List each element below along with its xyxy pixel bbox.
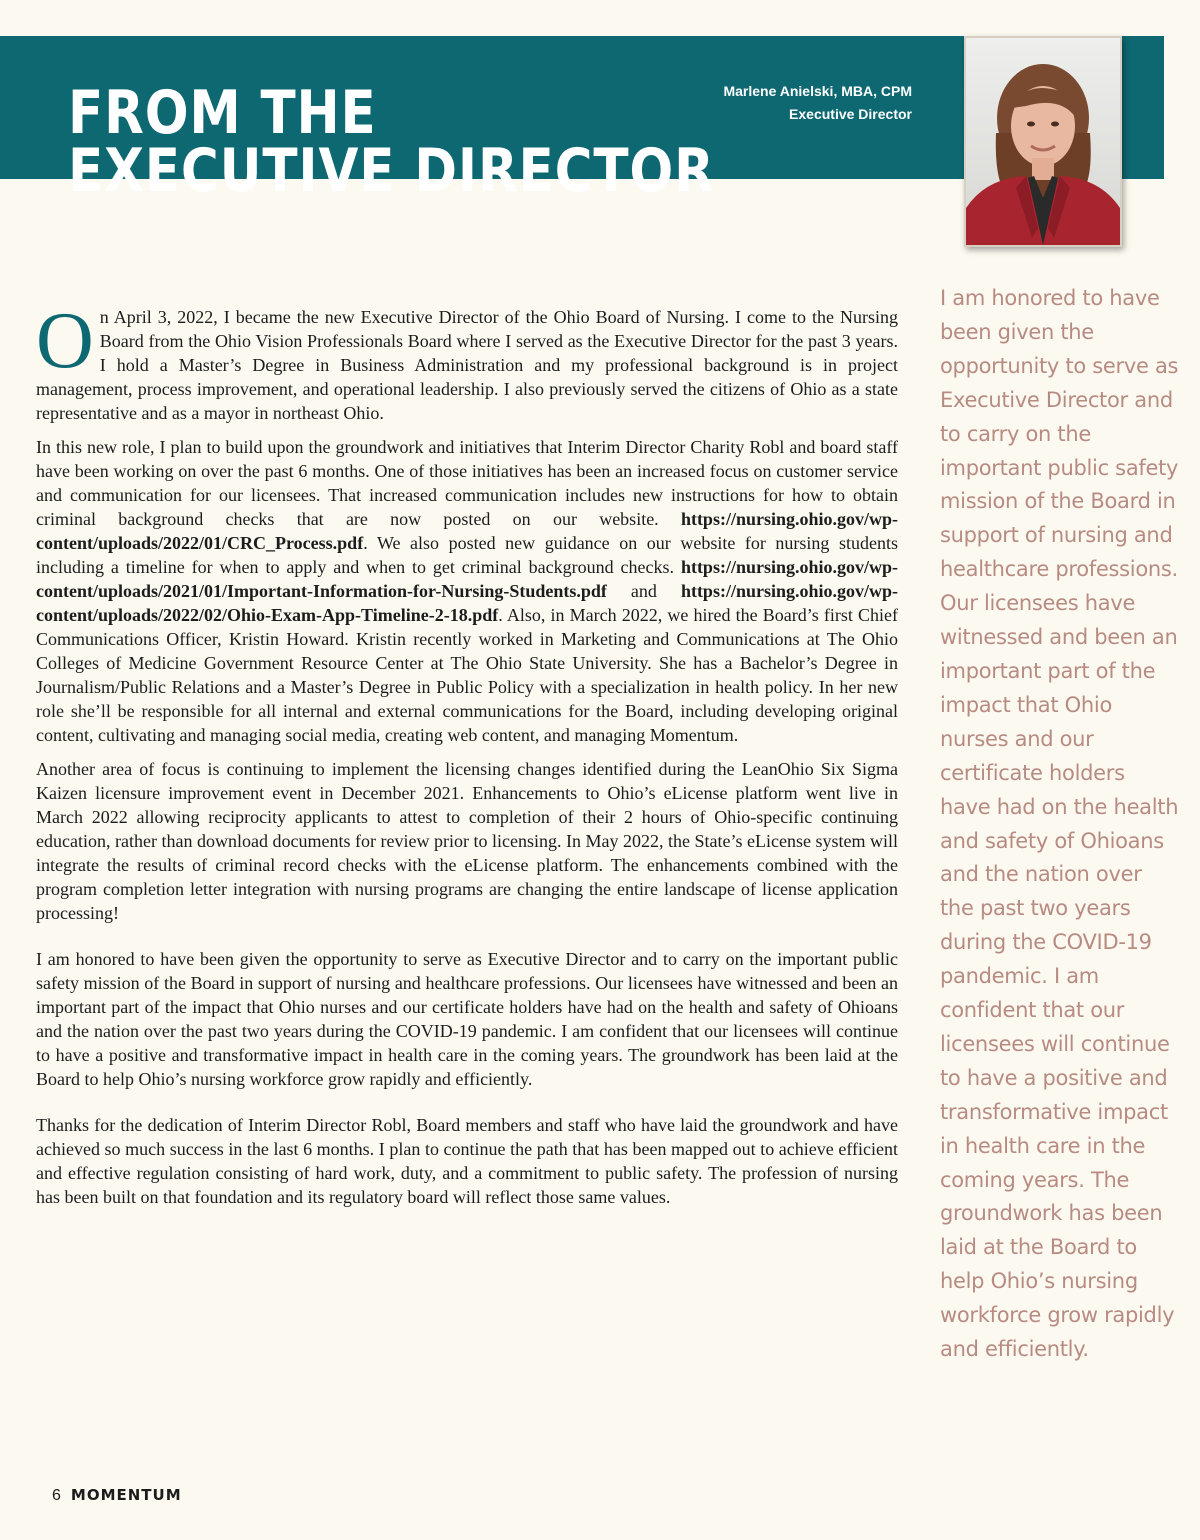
paragraph-3: Another area of focus is continuing to implement the licensing changes identified during the LeanOhio Six Sigma Kaizen licensure improvement event in December 2021. Enhancements to Ohio’s eLicense platform went live in March 2022 allowing reciprocity applicants to attest to completion of their 2 hours of Ohio-specific continuing education, rather than download documents for review prior to licensing. In May 2022, the State’s eLicense system will integrate the results of criminal record checks with the eLicense platform. The enhancements combined with the program completion letter integration with nursing programs are changing the entire landscape of license application processing! <box>36 759 898 923</box>
paragraph-2-text-d: . Also, in March 2022, we hired the Board’s first Chief Communications Officer, Kristin Howard. Kristin recently worked in Marketing and Communications at The Ohio Colleges of Medicine Government Resource Center at The Ohio State University. She has a Bachelor’s Degree in Journalism/Public Relations and a Master’s Degree in Public Policy with a specialization in health policy. In her new role she’ll be responsible for all internal and external communications for the Board, including developing original content, cultivating and managing social media, creating web content, and managing Momentum. <box>36 605 898 745</box>
nursing-students-info-link[interactable]: https://nursing.ohio.gov/wp-content/uploads/2021/01/Important-Information-for-Nursing-Students.pdf <box>36 557 898 601</box>
paragraph-2-text-a: In this new role, I plan to build upon the groundwork and initiatives that Interim Director Charity Robl and board staff have been working on over the past 6 months. One of those initiatives has been an increased focus on customer service and communication for our licensees. That increased communication includes new instructions for how to obtain criminal background checks that are now posted on our website. <box>36 437 898 529</box>
author-byline <box>723 80 912 126</box>
drop-cap: O <box>36 297 94 385</box>
paragraph-5: Thanks for the dedication of Interim Director Robl, Board members and staff who have laid the groundwork and have achieved so much success in the last 6 months. I plan to continue the path that has been mapped out to achieve efficient and effective regulation consisting of hard work, duty, and a commitment to public safety. The profession of nursing has been built on that foundation and its regulatory board will reflect those same values. <box>36 1115 898 1207</box>
author-name: Marlene Anielski, MBA, CPM <box>723 83 912 99</box>
title-line-1: FROM THE <box>68 78 377 148</box>
page-footer <box>52 1486 182 1505</box>
paragraph-4: I am honored to have been given the opportunity to serve as Executive Director and to carry on the important public safety mission of the Board in support of nursing and healthcare professions. Our licensees have witnessed and been an important part of the impact that Ohio nurses and our certificate holders have had on the health and safety of Ohioans and the nation over the past two years during the COVID-19 pandemic. I am confident that our licensees will continue to have a positive and transformative impact in health care in the coming years. The groundwork has been laid at the Board to help Ohio’s nursing workforce grow rapidly and efficiently. <box>36 949 898 1089</box>
author-portrait <box>964 36 1122 247</box>
portrait-illustration <box>966 38 1120 245</box>
publication-name: MOMENTUM <box>70 1486 182 1504</box>
paragraph-2-text-b: . We also posted new guidance on our website for nursing students including a timeline for when to apply and when to get criminal background checks. <box>36 533 898 577</box>
paragraph-2 <box>36 435 898 747</box>
pull-quote: I am honored to have been given the opportunity to serve as Executive Director and to carry on the important public safety mission of the Board in support of nursing and healthcare professions. Our licensees have witnessed and been an important part of the impact that Ohio nurses and our certificate holders have had on the health and safety of Ohioans and the nation over the past two years during the COVID-19 pandemic. I am confident that our licensees will continue to have a positive and transformative impact in health care in the coming years. The groundwork has been laid at the Board to help Ohio’s nursing workforce grow rapidly and efficiently. <box>940 286 1179 1362</box>
article-body <box>36 297 898 1219</box>
paragraph-1 <box>36 297 898 425</box>
crc-process-link[interactable]: https://nursing.ohio.gov/wp-content/uploads/2022/01/CRC_Process.pdf <box>36 509 898 553</box>
paragraph-2-text-c: and <box>606 581 681 601</box>
title-line-2: EXECUTIVE DIRECTOR <box>68 136 715 206</box>
page-number: 6 <box>52 1487 61 1504</box>
page-title <box>68 78 715 206</box>
author-title: Executive Director <box>789 106 912 122</box>
exam-app-timeline-link[interactable]: https://nursing.ohio.gov/wp-content/uploads/2022/02/Ohio-Exam-App-Timeline-2-18.pdf <box>36 581 898 625</box>
paragraph-1-text: n April 3, 2022, I became the new Executive Director of the Ohio Board of Nursing. I come to the Nursing Board from the Ohio Vision Professionals Board where I served as the Executive Director for the past 3 years. I hold a Master’s Degree in Business Administration and my professional background is in project management, process improvement, and operational leadership. I also previously served the citizens of Ohio as a state representative and as a mayor in northeast Ohio. <box>36 307 898 423</box>
